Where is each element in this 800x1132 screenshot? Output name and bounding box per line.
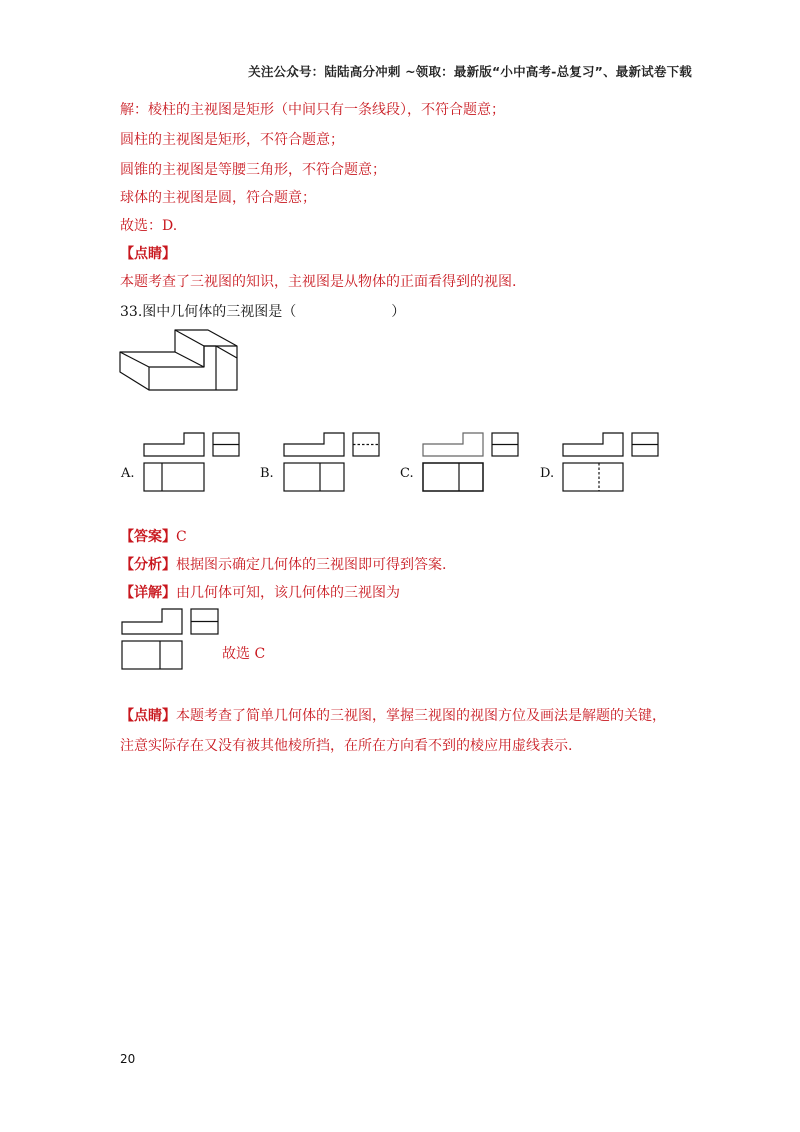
solution-line-1: 解：棱柱的主视图是矩形（中间只有一条线段），不符合题意； xyxy=(120,102,505,118)
detail-tag: 【详解】 xyxy=(120,585,176,601)
question-stem-end: ） xyxy=(391,304,406,320)
page-header: 关注公众号：陆陆高分冲刺 ~领取：最新版“小中高考-总复习”、最新试卷下载 xyxy=(248,64,692,79)
dianjing-tag-2: 【点睛】 xyxy=(120,708,176,724)
option-a-label: A. xyxy=(121,466,135,481)
solution-line-4: 球体的主视图是圆，符合题意； xyxy=(120,190,316,206)
answer-value: C xyxy=(176,529,187,545)
option-d-views xyxy=(559,430,664,494)
option-d-label: D. xyxy=(540,466,555,481)
question-stem-text: 33.图中几何体的三视图是（ xyxy=(120,304,297,320)
option-c-views xyxy=(419,430,524,494)
dianjing-text: 本题考查了三视图的知识，主视图是从物体的正面看得到的视图. xyxy=(120,274,517,290)
answer-line xyxy=(120,527,187,547)
detail-line xyxy=(120,583,400,603)
dianjing-line-1 xyxy=(120,706,666,726)
option-c-label: C. xyxy=(400,466,414,481)
dianjing-text-1: 本题考查了简单几何体的三视图，掌握三视图的视图方位及画法是解题的关键， xyxy=(176,708,666,724)
question-stem xyxy=(120,302,405,322)
choose-text: 故选 C xyxy=(222,646,266,662)
analysis-line xyxy=(120,555,446,575)
solution-line-5: 故选：D. xyxy=(120,218,178,234)
dianjing-tag: 【点睛】 xyxy=(120,246,176,262)
detail-text: 由几何体可知，该几何体的三视图为 xyxy=(176,585,400,601)
page-number: 20 xyxy=(120,1052,136,1066)
solid-figure xyxy=(118,326,243,392)
solution-line-2: 圆柱的主视图是矩形，不符合题意； xyxy=(120,132,344,148)
answer-views xyxy=(120,606,225,672)
analysis-text: 根据图示确定几何体的三视图即可得到答案. xyxy=(176,557,447,573)
analysis-tag: 【分析】 xyxy=(120,557,176,573)
option-b-views xyxy=(280,430,385,494)
option-a-views xyxy=(140,430,245,494)
solution-line-3: 圆锥的主视图是等腰三角形，不符合题意； xyxy=(120,162,386,178)
option-b-label: B. xyxy=(260,466,274,481)
dianjing-line-2: 注意实际存在又没有被其他棱所挡，在所在方向看不到的棱应用虚线表示. xyxy=(120,738,573,754)
answer-tag: 【答案】 xyxy=(120,529,176,545)
